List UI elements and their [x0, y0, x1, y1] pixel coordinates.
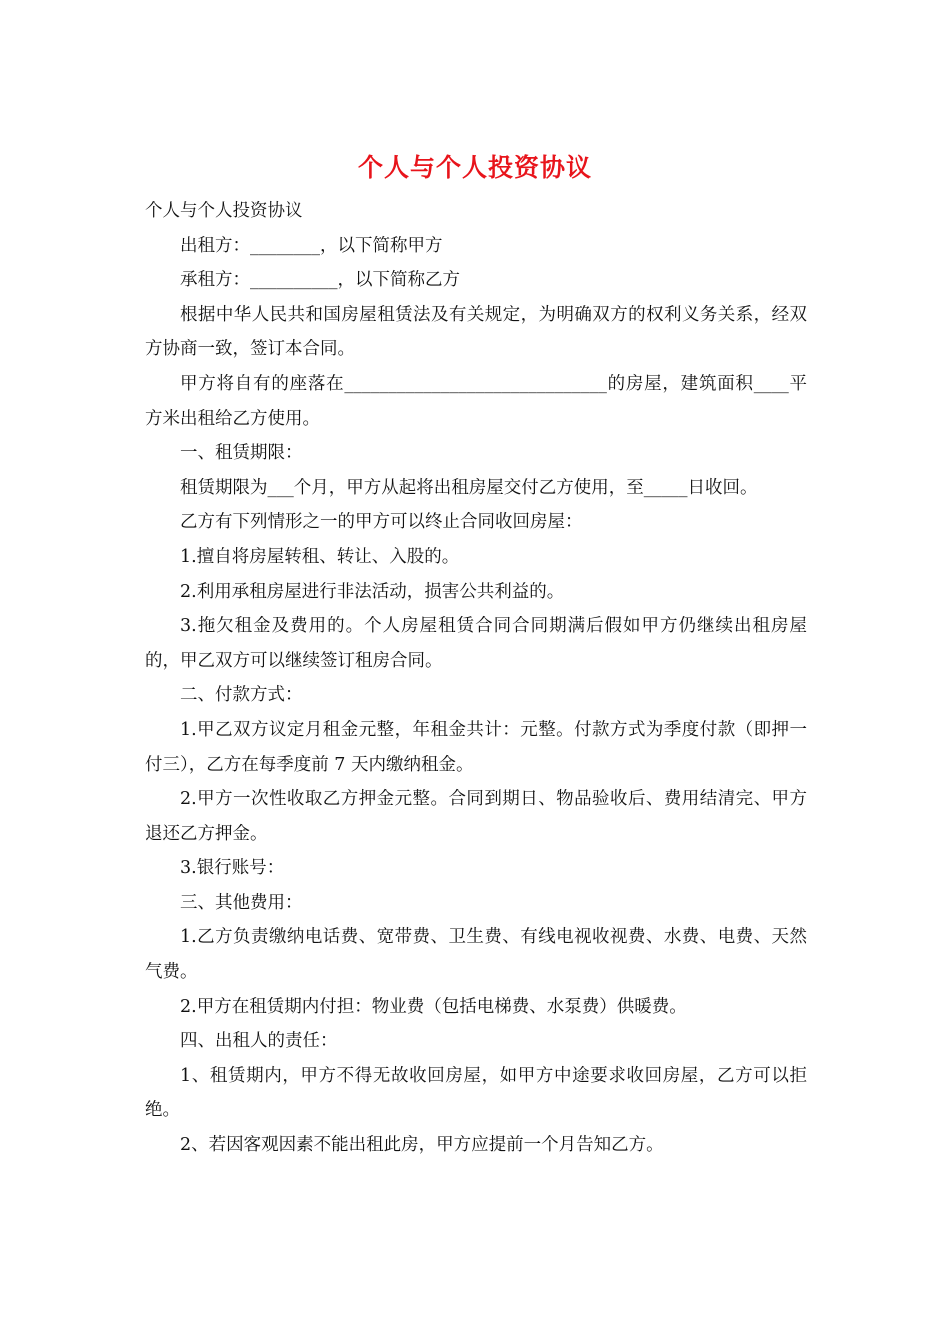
lease-term-paragraph: 租赁期限为___个月，甲方从起将出租房屋交付乙方使用，至_____日收回。 — [180, 477, 758, 498]
payment-item-3: 3.银行账号： — [180, 858, 285, 879]
lessee-line: 承租方：__________，以下简称乙方 — [180, 270, 460, 291]
section-heading-other-fees: 三、其他费用： — [180, 892, 303, 913]
subtitle-paragraph: 个人与个人投资协议 — [145, 201, 303, 221]
section-heading-payment: 二、付款方式： — [180, 685, 303, 706]
preamble-paragraph: 根据中华人民共和国房屋租赁法及有关规定，为明确双方的权利义务关系，经双方协商一致，签订本合同。 — [145, 304, 807, 360]
fees-item-2: 2.甲方在租赁期内付担：物业费（包括电梯费、水泵费）供暖费。 — [180, 996, 687, 1017]
payment-item-2: 2.甲方一次性收取乙方押金元整。合同到期日、物品验收后、费用结清完、甲方退还乙方押金。 — [145, 789, 807, 844]
section-heading-lessor-duties: 四、出租人的责任： — [180, 1031, 338, 1052]
document-body — [145, 194, 807, 1163]
duties-item-2: 2、若因客观因素不能出租此房，甲方应提前一个月告知乙方。 — [180, 1135, 664, 1156]
termination-item-1: 1.擅自将房屋转租、转让、入股的。 — [180, 546, 460, 567]
fees-item-1: 1.乙方负责缴纳电话费、宽带费、卫生费、有线电视收视费、水费、电费、天然气费。 — [145, 927, 807, 983]
termination-item-3: 3.拖欠租金及费用的。个人房屋租赁合同合同期满后假如甲方仍继续出租房屋的，甲乙双方可以继续签订租房合同。 — [145, 616, 807, 671]
section-heading-lease-term: 一、租赁期限： — [180, 443, 303, 464]
property-paragraph: 甲方将自有的座落在______________________________的房屋，建筑面积____平方米出租给乙方使用。 — [145, 373, 807, 429]
duties-item-1: 1、租赁期内，甲方不得无故收回房屋，如甲方中途要求收回房屋，乙方可以拒绝。 — [145, 1065, 807, 1121]
payment-item-1: 1.甲乙双方议定月租金元整，年租金共计：元整。付款方式为季度付款（即押一付三），乙方在每季度前 7 天内缴纳租金。 — [145, 719, 807, 775]
termination-item-2: 2.利用承租房屋进行非法活动，损害公共利益的。 — [180, 581, 565, 602]
lessor-line: 出租方：________，以下简称甲方 — [180, 235, 443, 256]
document-title: 个人与个人投资协议 — [357, 153, 592, 182]
termination-intro-paragraph: 乙方有下列情形之一的甲方可以终止合同收回房屋： — [180, 512, 583, 533]
